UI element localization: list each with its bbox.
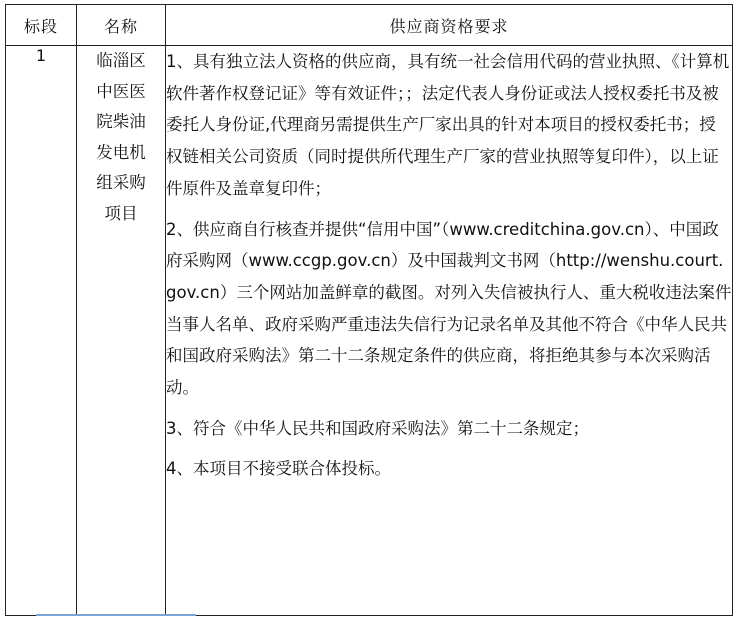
project-name-line: 发电机 <box>96 142 146 162</box>
requirement-item-3: 3、符合《中华人民共和国政府采购法》第二十二条规定； <box>166 418 589 438</box>
requirement-item-2: 2、供应商自行核查并提供“信用中国”（www.creditchina.gov.cn）、中国政府采购网（www.ccgp.gov.cn）及中国裁判文书网（http://wenshu.court.gov.cn）三个网站加盖鲜章的截图。对列入失信被执行人、重大税收违法案件当事人名单、政府采购严重违法失信行为记录名单及其他不符合《中华人民共和国政府采购法》第二十二条规定条件的供应商，将拒绝其参与本次采购活动。 <box>166 219 732 398</box>
qualification-table <box>5 4 733 616</box>
project-name-line: 组采购 <box>96 173 146 192</box>
bottom-accent-line <box>36 614 196 616</box>
project-name <box>77 46 166 616</box>
requirements-cell <box>166 46 733 616</box>
header-lot: 标段 <box>6 5 77 46</box>
project-name-line: 院柴油 <box>96 112 146 131</box>
requirement-item-1: 1、具有独立法人资格的供应商，具有统一社会信用代码的营业执照、《计算机软件著作权登记证》等有效证件；；法定代表人身份证或法人授权委托书及被委托人身份证,代理商另需提供生产厂家出具的针对本项目的授权委托书；授权链相关公司资质（同时提供所代理生产厂家的营业执照等复印件），以上证件原件及盖章复印件； <box>166 52 730 198</box>
header-name: 名称 <box>77 5 166 46</box>
project-name-line: 项目 <box>104 203 138 223</box>
project-name-line: 临淄区 <box>96 51 146 70</box>
table-row <box>6 46 733 616</box>
requirement-item-4: 4、本项目不接受联合体投标。 <box>166 459 391 479</box>
lot-number: 1 <box>6 46 77 616</box>
header-requirements: 供应商资格要求 <box>166 5 733 46</box>
project-name-line: 中医医 <box>96 81 146 101</box>
table-header-row <box>6 5 733 46</box>
